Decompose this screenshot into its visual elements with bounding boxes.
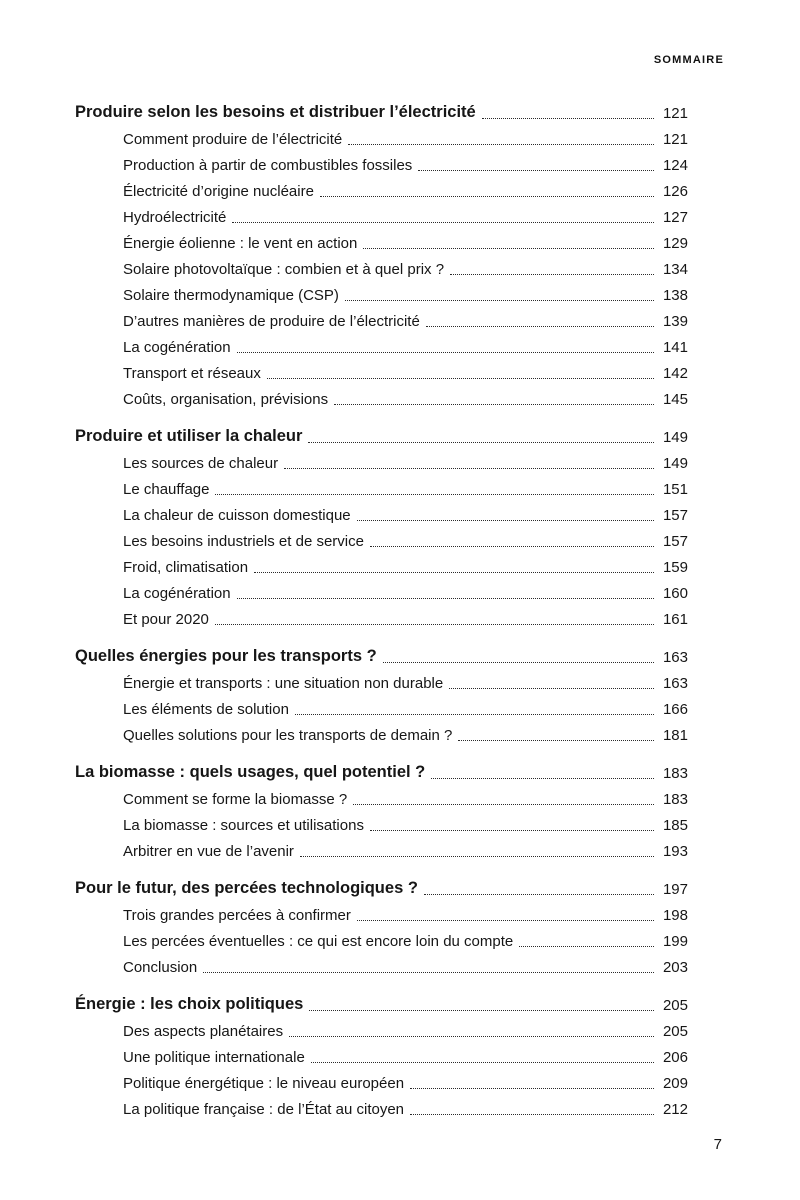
- toc-chapter-title: Produire selon les besoins et distribuer l’électricité: [75, 103, 476, 122]
- toc-entry-title: Une politique internationale: [123, 1049, 305, 1066]
- dotted-leader: [449, 687, 654, 689]
- toc-entry-page-number: 161: [662, 611, 688, 628]
- toc-entry-title: Conclusion: [123, 959, 198, 976]
- toc-entry-row: [75, 253, 688, 279]
- toc-entry-page-number: 193: [662, 843, 688, 860]
- toc-entry-row: [75, 201, 688, 227]
- dotted-leader: [300, 855, 654, 857]
- dotted-leader: [450, 273, 654, 275]
- toc-entry-row: [75, 693, 688, 719]
- toc-chapter-title: Pour le futur, des percées technologiques ?: [75, 879, 418, 898]
- toc-entry-row: [75, 525, 688, 551]
- toc-entry-row: [75, 1041, 688, 1067]
- toc-entry-row: [75, 1067, 688, 1093]
- toc-entry-page-number: 142: [662, 365, 688, 382]
- toc-section: [75, 94, 688, 409]
- toc-entry-page-number: 127: [662, 209, 688, 226]
- dotted-leader: [458, 739, 654, 741]
- dotted-leader: [309, 1009, 654, 1011]
- dotted-leader: [345, 299, 654, 301]
- toc-entry-page-number: 126: [662, 183, 688, 200]
- toc-chapter-row: [75, 94, 688, 123]
- toc-entry-row: [75, 667, 688, 693]
- toc-entry-title: D’autres manières de produire de l’électricité: [123, 313, 420, 330]
- table-of-contents: [75, 94, 688, 1119]
- toc-entry-title: Politique énergétique : le niveau européen: [123, 1075, 405, 1092]
- toc-entry-page-number: 205: [662, 1023, 688, 1040]
- toc-entry-title: Le chauffage: [123, 481, 210, 498]
- toc-entry-title: La chaleur de cuisson domestique: [123, 507, 351, 524]
- toc-chapter-page-number: 163: [662, 649, 688, 666]
- toc-chapter-title: La biomasse : quels usages, quel potentiel ?: [75, 763, 426, 782]
- toc-section: [75, 638, 688, 745]
- dotted-leader: [254, 571, 654, 573]
- toc-entry-row: [75, 719, 688, 745]
- dotted-leader: [295, 713, 654, 715]
- toc-entry-page-number: 139: [662, 313, 688, 330]
- toc-entry-page-number: 129: [662, 235, 688, 252]
- toc-chapter-row: [75, 754, 688, 783]
- toc-entry-title: Trois grandes percées à confirmer: [123, 907, 351, 924]
- toc-entry-title: Comment produire de l’électricité: [123, 131, 343, 148]
- toc-entry-row: [75, 551, 688, 577]
- toc-entry-page-number: 203: [662, 959, 688, 976]
- toc-entry-title: Solaire thermodynamique (CSP): [123, 287, 339, 304]
- toc-entry-page-number: 181: [662, 727, 688, 744]
- toc-entry-page-number: 138: [662, 287, 688, 304]
- toc-entry-page-number: 199: [662, 933, 688, 950]
- dotted-leader: [370, 829, 654, 831]
- toc-entry-row: [75, 1015, 688, 1041]
- toc-entry-title: Les percées éventuelles : ce qui est encore loin du compte: [123, 933, 514, 950]
- dotted-leader: [320, 195, 654, 197]
- dotted-leader: [311, 1061, 654, 1063]
- dotted-leader: [410, 1113, 654, 1115]
- toc-section: [75, 418, 688, 629]
- dotted-leader: [237, 351, 654, 353]
- toc-entry-page-number: 134: [662, 261, 688, 278]
- dotted-leader: [426, 325, 654, 327]
- toc-entry-row: [75, 123, 688, 149]
- toc-entry-title: Les éléments de solution: [123, 701, 289, 718]
- toc-entry-row: [75, 383, 688, 409]
- dotted-leader: [519, 945, 654, 947]
- toc-entry-page-number: 163: [662, 675, 688, 692]
- dotted-leader: [418, 169, 654, 171]
- toc-entry-page-number: 185: [662, 817, 688, 834]
- toc-entry-title: Hydroélectricité: [123, 209, 227, 226]
- toc-entry-page-number: 160: [662, 585, 688, 602]
- page-header: [654, 50, 724, 68]
- toc-chapter-row: [75, 870, 688, 899]
- toc-entry-row: [75, 175, 688, 201]
- toc-entry-title: La politique française : de l’État au citoyen: [123, 1101, 405, 1118]
- toc-entry-title: Froid, climatisation: [123, 559, 249, 576]
- toc-entry-row: [75, 577, 688, 603]
- page-number: 7: [713, 1136, 722, 1153]
- dotted-leader: [353, 803, 654, 805]
- toc-entry-page-number: 149: [662, 455, 688, 472]
- dotted-leader: [232, 221, 654, 223]
- dotted-leader: [215, 623, 654, 625]
- toc-entry-title: Production à partir de combustibles fossiles: [123, 157, 413, 174]
- toc-entry-row: [75, 473, 688, 499]
- toc-entry-page-number: 183: [662, 791, 688, 808]
- toc-chapter-page-number: 197: [662, 881, 688, 898]
- toc-chapter-title: Énergie : les choix politiques: [75, 995, 304, 1014]
- toc-entry-title: Solaire photovoltaïque : combien et à quel prix ?: [123, 261, 445, 278]
- dotted-leader: [424, 893, 654, 895]
- toc-entry-page-number: 209: [662, 1075, 688, 1092]
- dotted-leader: [357, 919, 654, 921]
- toc-chapter-row: [75, 418, 688, 447]
- toc-entry-page-number: 121: [662, 131, 688, 148]
- toc-entry-page-number: 145: [662, 391, 688, 408]
- toc-entry-title: La biomasse : sources et utilisations: [123, 817, 364, 834]
- toc-entry-row: [75, 809, 688, 835]
- toc-chapter-row: [75, 638, 688, 667]
- toc-entry-page-number: 157: [662, 507, 688, 524]
- toc-entry-title: Coûts, organisation, prévisions: [123, 391, 329, 408]
- toc-chapter-page-number: 149: [662, 429, 688, 446]
- toc-entry-page-number: 151: [662, 481, 688, 498]
- toc-entry-title: Transport et réseaux: [123, 365, 261, 382]
- toc-entry-row: [75, 305, 688, 331]
- toc-entry-page-number: 166: [662, 701, 688, 718]
- toc-entry-row: [75, 149, 688, 175]
- toc-entry-title: Des aspects planétaires: [123, 1023, 284, 1040]
- toc-entry-title: Arbitrer en vue de l’avenir: [123, 843, 294, 860]
- dotted-leader: [431, 777, 654, 779]
- toc-chapter-title: Quelles énergies pour les transports ?: [75, 647, 377, 666]
- toc-entry-row: [75, 227, 688, 253]
- dotted-leader: [357, 519, 654, 521]
- toc-entry-title: La cogénération: [123, 585, 231, 602]
- toc-entry-row: [75, 279, 688, 305]
- toc-entry-page-number: 206: [662, 1049, 688, 1066]
- toc-entry-row: [75, 331, 688, 357]
- toc-entry-page-number: 159: [662, 559, 688, 576]
- dotted-leader: [334, 403, 654, 405]
- toc-section: [75, 986, 688, 1119]
- toc-chapter-row: [75, 986, 688, 1015]
- toc-entry-title: Les sources de chaleur: [123, 455, 279, 472]
- toc-section: [75, 754, 688, 861]
- toc-entry-row: [75, 783, 688, 809]
- toc-entry-title: Quelles solutions pour les transports de demain ?: [123, 727, 453, 744]
- page-footer: [714, 1136, 722, 1154]
- dotted-leader: [284, 467, 654, 469]
- toc-entry-row: [75, 835, 688, 861]
- toc-entry-title: Et pour 2020: [123, 611, 209, 628]
- toc-entry-row: [75, 603, 688, 629]
- toc-entry-title: Électricité d’origine nucléaire: [123, 183, 314, 200]
- dotted-leader: [237, 597, 654, 599]
- toc-chapter-page-number: 183: [662, 765, 688, 782]
- dotted-leader: [348, 143, 654, 145]
- toc-chapter-title: Produire et utiliser la chaleur: [75, 427, 303, 446]
- dotted-leader: [482, 117, 654, 119]
- toc-entry-row: [75, 357, 688, 383]
- dotted-leader: [370, 545, 654, 547]
- dotted-leader: [215, 493, 654, 495]
- dotted-leader: [410, 1087, 654, 1089]
- dotted-leader: [203, 971, 654, 973]
- dotted-leader: [308, 441, 654, 443]
- dotted-leader: [383, 661, 654, 663]
- toc-entry-page-number: 141: [662, 339, 688, 356]
- toc-entry-title: Énergie et transports : une situation non durable: [123, 675, 444, 692]
- toc-entry-title: Comment se forme la biomasse ?: [123, 791, 348, 808]
- dotted-leader: [289, 1035, 654, 1037]
- toc-chapter-page-number: 121: [662, 105, 688, 122]
- dotted-leader: [363, 247, 654, 249]
- toc-entry-row: [75, 447, 688, 473]
- toc-entry-title: Les besoins industriels et de service: [123, 533, 364, 550]
- toc-entry-row: [75, 951, 688, 977]
- toc-entry-row: [75, 499, 688, 525]
- toc-chapter-page-number: 205: [662, 997, 688, 1014]
- toc-entry-title: La cogénération: [123, 339, 231, 356]
- toc-entry-row: [75, 1093, 688, 1119]
- header-title: SOMMAIRE: [653, 54, 724, 66]
- toc-entry-row: [75, 899, 688, 925]
- toc-entry-row: [75, 925, 688, 951]
- toc-entry-page-number: 212: [662, 1101, 688, 1118]
- toc-entry-title: Énergie éolienne : le vent en action: [123, 235, 358, 252]
- toc-entry-page-number: 157: [662, 533, 688, 550]
- toc-entry-page-number: 124: [662, 157, 688, 174]
- dotted-leader: [267, 377, 654, 379]
- toc-section: [75, 870, 688, 977]
- toc-entry-page-number: 198: [662, 907, 688, 924]
